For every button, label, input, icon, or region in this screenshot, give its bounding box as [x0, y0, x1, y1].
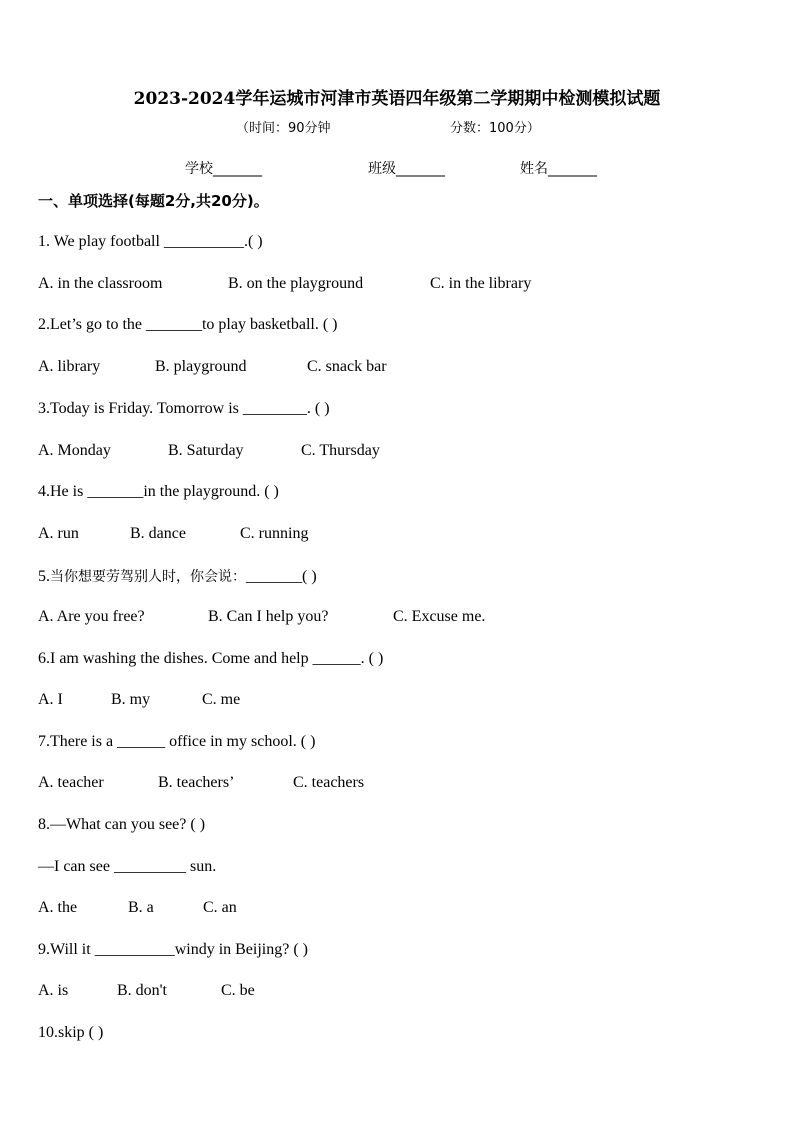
question-1-option-a[interactable]: A. in the classroom: [38, 275, 163, 292]
question-4-option-a[interactable]: A. run: [38, 525, 79, 542]
question-5-option-a[interactable]: A. Are you free?: [38, 608, 145, 625]
question-6-stem: 6.I am washing the dishes. Come and help ______. ( ): [38, 650, 384, 667]
question-9-stem: 9.Will it __________windy in Beijing? ( ): [38, 941, 308, 958]
question-8-stem-line2: —I can see _________ sun.: [38, 858, 217, 875]
question-2-stem: 2.Let’s go to the _______to play basketball. ( ): [38, 316, 338, 333]
question-10-stem: 10.skip ( ): [38, 1024, 104, 1041]
question-7-option-b[interactable]: B. teachers’: [158, 774, 235, 791]
question-5-blank: _______( ): [246, 568, 317, 585]
question-8-option-b[interactable]: B. a: [128, 899, 154, 916]
question-1-option-b[interactable]: B. on the playground: [228, 275, 364, 292]
section-heading: 一、单项选择(每题2分,共20分)。: [38, 192, 269, 210]
question-9-option-a[interactable]: A. is: [38, 982, 69, 999]
question-6-option-a[interactable]: A. I: [38, 691, 63, 708]
question-3-stem: 3.Today is Friday. Tomorrow is ________. ( ): [38, 400, 330, 417]
school-field[interactable]: 学校_______: [185, 161, 262, 177]
question-2-option-c[interactable]: C. snack bar: [307, 358, 387, 375]
question-8-option-a[interactable]: A. the: [38, 899, 78, 916]
class-field[interactable]: 班级_______: [368, 161, 445, 177]
question-9-option-c[interactable]: C. be: [221, 982, 255, 999]
question-7-option-c[interactable]: C. teachers: [293, 774, 365, 791]
question-5-number: 5.: [38, 568, 50, 585]
question-3-option-b[interactable]: B. Saturday: [168, 442, 244, 459]
question-1-option-c[interactable]: C. in the library: [430, 275, 532, 292]
question-1-stem: 1. We play football __________.( ): [38, 233, 263, 250]
question-3-option-a[interactable]: A. Monday: [38, 442, 111, 459]
question-5-cjk-text: 当你想要劳驾别人时，你会说：: [50, 569, 246, 585]
page-title: 2023-2024学年运城市河津市英语四年级第二学期期中检测模拟试题: [133, 89, 661, 109]
question-8-option-c[interactable]: C. an: [203, 899, 237, 916]
question-3-option-c[interactable]: C. Thursday: [301, 442, 380, 459]
question-6-option-c[interactable]: C. me: [202, 691, 241, 708]
question-5-option-b[interactable]: B. Can I help you?: [208, 608, 329, 625]
question-6-option-b[interactable]: B. my: [111, 691, 151, 708]
question-9-option-b[interactable]: B. don't: [117, 982, 167, 999]
exam-score: 分数：100分）: [450, 121, 540, 136]
question-4-option-b[interactable]: B. dance: [130, 525, 186, 542]
question-5-stem: [38, 566, 317, 586]
exam-time: （时间：90分钟: [236, 121, 331, 136]
question-4-option-c[interactable]: C. running: [240, 525, 309, 542]
question-8-stem: 8.—What can you see? ( ): [38, 816, 206, 833]
question-4-stem: 4.He is _______in the playground. ( ): [38, 483, 279, 500]
question-5-option-c[interactable]: C. Excuse me.: [393, 608, 486, 625]
name-field[interactable]: 姓名_______: [520, 161, 597, 177]
question-7-option-a[interactable]: A. teacher: [38, 774, 104, 791]
question-2-option-b[interactable]: B. playground: [155, 358, 247, 375]
question-7-stem: 7.There is a ______ office in my school. ( ): [38, 733, 316, 750]
question-2-option-a[interactable]: A. library: [38, 358, 101, 375]
